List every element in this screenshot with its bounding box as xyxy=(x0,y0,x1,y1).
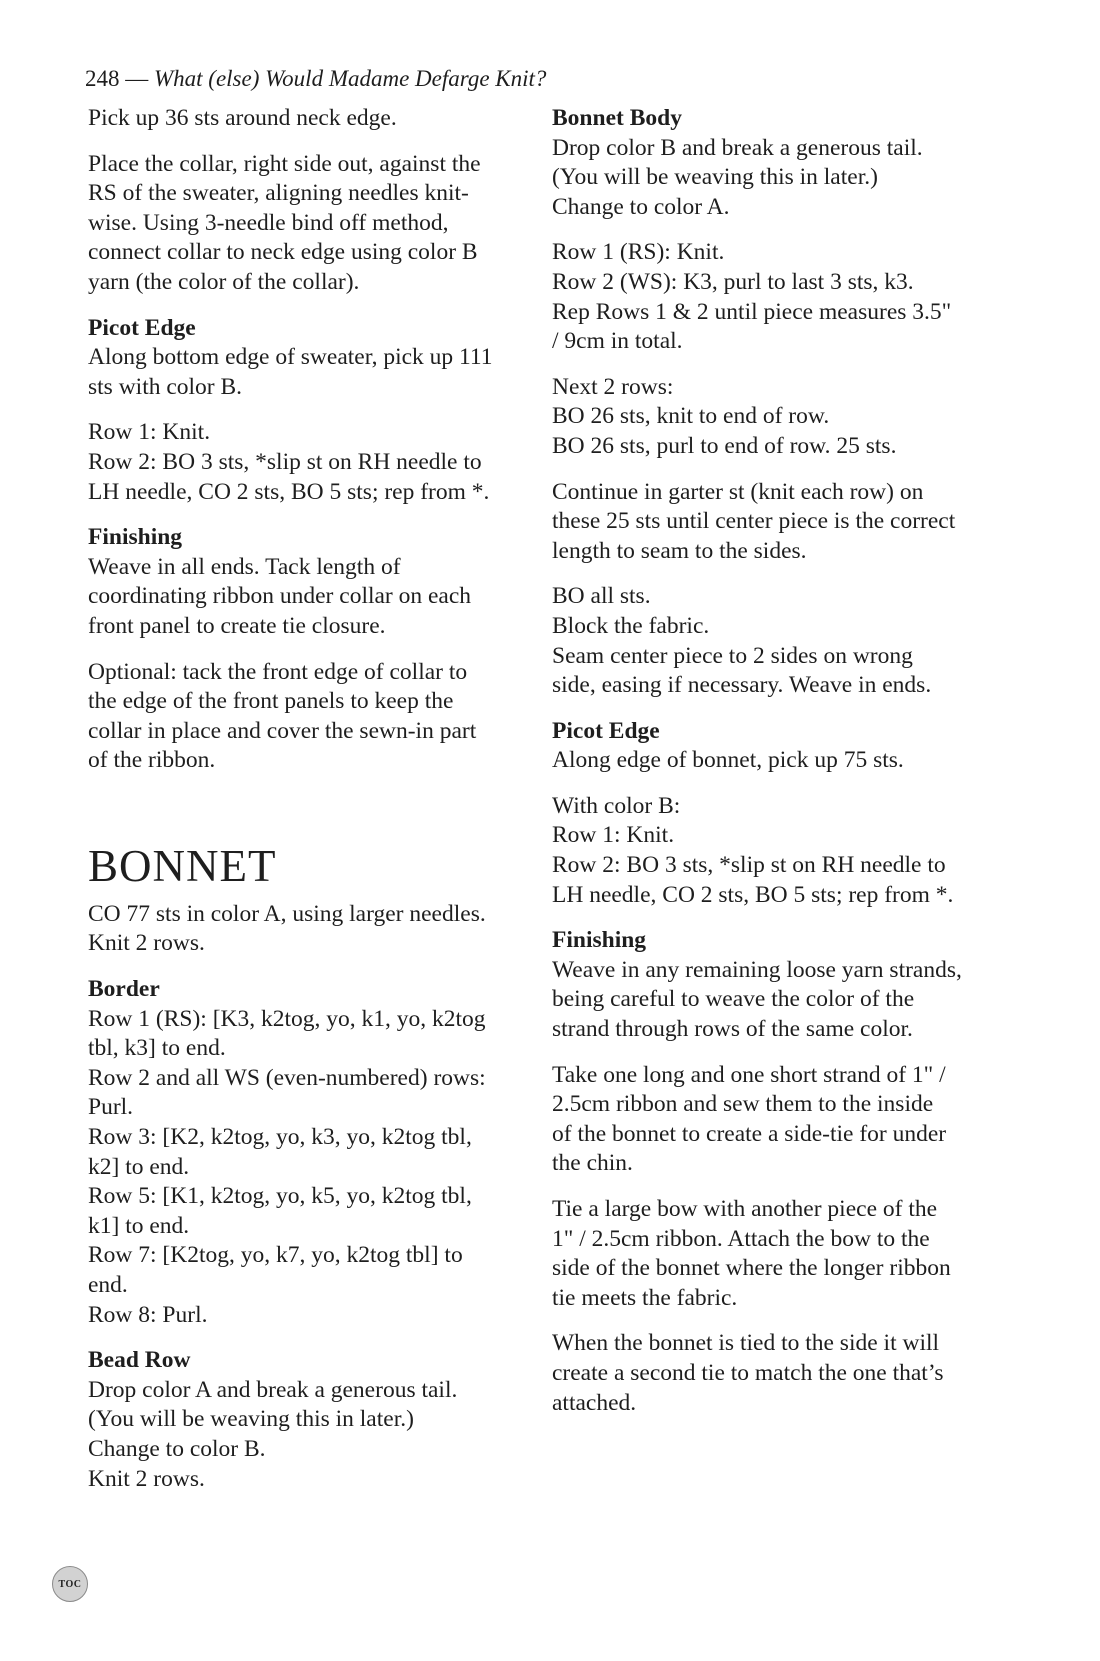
page-number: 248 — xyxy=(85,66,149,91)
text-line: Continue in garter st (knit each row) on xyxy=(552,478,924,505)
border-section xyxy=(88,975,528,1330)
text-line: BO 26 sts, purl to end of row. 25 sts. xyxy=(552,432,897,459)
text-line: Weave in all ends. Tack length of xyxy=(88,553,401,580)
next-rows-paragraph xyxy=(552,373,1012,462)
text-line: Take one long and one short strand of 1" / xyxy=(552,1061,946,1088)
collar-attach-paragraph xyxy=(88,150,528,298)
text-line: / 9cm in total. xyxy=(552,328,683,355)
text-line: RS of the sweater, aligning needles knit- xyxy=(88,180,469,207)
text-line: (You will be weaving this in later.) xyxy=(88,1406,414,1433)
text-line: Optional: tack the front edge of collar to xyxy=(88,658,468,685)
text-line: Row 3: [K2, k2tog, yo, k3, yo, k2tog tbl, xyxy=(88,1124,472,1151)
text-line: LH needle, CO 2 sts, BO 5 sts; rep from *. xyxy=(88,478,490,505)
text-line: wise. Using 3-needle bind off method, xyxy=(88,209,449,236)
text-line: Change to color A. xyxy=(552,193,730,220)
finishing-heading: Finishing xyxy=(88,524,183,551)
text-line: Row 1: Knit. xyxy=(88,419,211,446)
text-line: collar in place and cover the sewn-in part xyxy=(88,717,477,744)
text-line: Weave in any remaining loose yarn strands, xyxy=(552,956,962,983)
bonnet-body-heading: Bonnet Body xyxy=(552,105,682,131)
picot-edge-heading: Picot Edge xyxy=(88,314,196,341)
bead-row-heading: Bead Row xyxy=(88,1347,191,1374)
text-line: Tie a large bow with another piece of the xyxy=(552,1196,938,1222)
picot-edge-section xyxy=(552,717,1012,776)
text-line: being careful to weave the color of the xyxy=(552,986,915,1013)
text-line: (You will be weaving this in later.) xyxy=(552,164,878,191)
text-line: Row 1: Knit. xyxy=(552,822,675,849)
text-line: Block the fabric. xyxy=(552,612,710,639)
text-line: k1] to end. xyxy=(88,1212,190,1239)
border-heading: Border xyxy=(88,976,160,1003)
bonnet-intro-paragraph xyxy=(88,900,528,959)
text-line: yarn (the color of the collar). xyxy=(88,268,360,295)
picot-edge-section xyxy=(88,314,528,403)
text-line: Row 2 and all WS (even-numbered) rows: xyxy=(88,1064,486,1091)
text-line: Along edge of bonnet, pick up 75 sts. xyxy=(552,747,904,774)
text-line: side, easing if necessary. Weave in ends. xyxy=(552,672,932,699)
text-line: Row 5: [K1, k2tog, yo, k5, yo, k2tog tbl, xyxy=(88,1183,472,1210)
text-line: With color B: xyxy=(552,792,681,819)
finishing-section xyxy=(88,523,528,641)
text-line: Row 1 (RS): [K3, k2tog, yo, k1, yo, k2tog xyxy=(88,1005,486,1032)
toc-button[interactable] xyxy=(52,1566,88,1602)
text-line: side of the bonnet where the longer ribbon xyxy=(552,1255,951,1282)
garter-paragraph xyxy=(552,478,1012,567)
book-title: What (else) Would Madame Defarge Knit? xyxy=(154,66,547,91)
text-line: of the bonnet to create a side-tie for under xyxy=(552,1120,947,1147)
right-column xyxy=(552,104,1012,1434)
text-line: Place the collar, right side out, against the xyxy=(88,150,481,177)
text-line: Rep Rows 1 & 2 until piece measures 3.5" xyxy=(552,298,952,325)
final-paragraph xyxy=(552,1329,1012,1418)
text-line: length to seam to the sides. xyxy=(552,537,807,564)
optional-paragraph xyxy=(88,658,528,776)
text-line: Drop color B and break a generous tail. xyxy=(552,134,923,161)
text-line: Next 2 rows: xyxy=(552,373,674,400)
text-line: Row 2: BO 3 sts, *slip st on RH needle to xyxy=(552,852,946,879)
text-line: Change to color B. xyxy=(88,1435,266,1462)
bow-paragraph xyxy=(552,1195,1012,1313)
text-line: 2.5cm ribbon and sew them to the inside xyxy=(552,1091,934,1118)
left-column xyxy=(88,104,528,1510)
text-line: create a second tie to match the one that’s xyxy=(552,1359,944,1386)
text-line: Row 1 (RS): Knit. xyxy=(552,239,725,266)
page-header xyxy=(85,64,546,94)
text-line: Row 2 (WS): K3, purl to last 3 sts, k3. xyxy=(552,268,914,295)
text-line: Row 7: [K2tog, yo, k7, yo, k2tog tbl] to xyxy=(88,1242,463,1269)
text-line: of the ribbon. xyxy=(88,747,216,774)
text-line: BO all sts. xyxy=(552,583,651,610)
ribbon-paragraph xyxy=(552,1061,1012,1179)
finishing-section xyxy=(552,926,1012,1044)
text-line: Drop color A and break a generous tail. xyxy=(88,1376,458,1403)
text-line: k2] to end. xyxy=(88,1153,190,1180)
text-line: end. xyxy=(88,1272,128,1298)
text-line: LH needle, CO 2 sts, BO 5 sts; rep from *. xyxy=(552,881,954,908)
pickup-paragraph xyxy=(88,104,528,134)
text-line: these 25 sts until center piece is the correct xyxy=(552,508,956,535)
text-line: BO 26 sts, knit to end of row. xyxy=(552,403,830,430)
text-line: the chin. xyxy=(552,1150,633,1177)
text-line: When the bonnet is tied to the side it will xyxy=(552,1330,940,1357)
bonnet-body-section xyxy=(552,104,1012,222)
text-line: tie meets the fabric. xyxy=(552,1284,738,1311)
text-line: the edge of the front panels to keep the xyxy=(88,688,454,715)
text-line: Knit 2 rows. xyxy=(88,930,205,957)
text-line: attached. xyxy=(552,1389,637,1416)
text-line: Along bottom edge of sweater, pick up 111 xyxy=(88,344,493,371)
bonnet-section-title: BONNET xyxy=(88,840,277,891)
bind-off-paragraph xyxy=(552,582,1012,700)
text-line: connect collar to neck edge using color B xyxy=(88,239,478,266)
text-line: Seam center piece to 2 sides on wrong xyxy=(552,642,913,669)
text-line: Pick up 36 sts around neck edge. xyxy=(88,105,397,131)
picot-rows-paragraph xyxy=(88,418,528,507)
text-line: Row 8: Purl. xyxy=(88,1301,208,1328)
body-rows-paragraph xyxy=(552,238,1012,356)
text-line: front panel to create tie closure. xyxy=(88,612,386,639)
text-line: tbl, k3] to end. xyxy=(88,1035,226,1062)
text-line: 1" / 2.5cm ribbon. Attach the bow to the xyxy=(552,1225,930,1252)
text-line: sts with color B. xyxy=(88,373,243,400)
text-line: Knit 2 rows. xyxy=(88,1465,205,1492)
picot-edge-heading: Picot Edge xyxy=(552,717,660,744)
text-line: CO 77 sts in color A, using larger needles. xyxy=(88,900,486,927)
bead-row-section xyxy=(88,1346,528,1494)
text-line: Purl. xyxy=(88,1094,134,1121)
finishing-heading: Finishing xyxy=(552,927,647,954)
toc-label: TOC xyxy=(58,1578,82,1590)
picot-rows-paragraph xyxy=(552,792,1012,910)
text-line: strand through rows of the same color. xyxy=(552,1016,913,1043)
text-line: Row 2: BO 3 sts, *slip st on RH needle to xyxy=(88,448,482,475)
text-line: coordinating ribbon under collar on each xyxy=(88,583,472,610)
